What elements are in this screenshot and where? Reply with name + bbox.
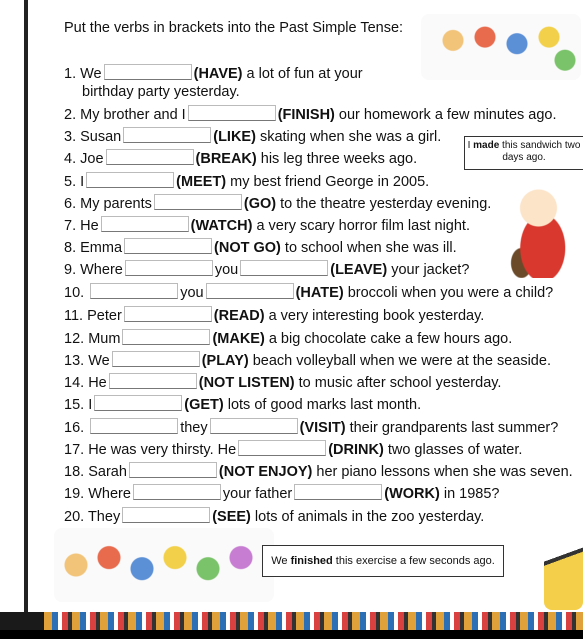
exercise-2	[64, 105, 557, 123]
text: My brother and I	[80, 107, 186, 123]
text: 1.	[64, 66, 77, 82]
text: lots of animals in the zoo yesterday.	[254, 509, 485, 525]
verb-prompt: (READ)	[213, 308, 265, 324]
text: 10.	[64, 285, 85, 301]
verb-prompt: (NOT ENJOY)	[218, 464, 313, 480]
text: 14.	[64, 375, 85, 391]
text: 9.	[64, 262, 77, 278]
text: two glasses of water.	[387, 442, 523, 458]
answer-blank[interactable]	[90, 283, 178, 299]
exercise-12	[64, 329, 512, 347]
answer-blank[interactable]	[109, 373, 197, 389]
verb-prompt: (LEAVE)	[330, 262, 388, 278]
text: He was very thirsty. He	[88, 442, 237, 458]
exercise-5	[64, 172, 429, 190]
answer-blank[interactable]	[112, 351, 200, 367]
verb-prompt: (MEET)	[176, 174, 227, 190]
answer-blank[interactable]	[123, 127, 211, 143]
text: their grandparents last summer?	[349, 420, 559, 436]
text: 16.	[64, 420, 85, 436]
text: 7.	[64, 218, 77, 234]
verb-prompt: (PLAY)	[201, 353, 249, 369]
text: I	[88, 397, 93, 413]
text: 20.	[64, 509, 85, 525]
text: Mum	[88, 331, 121, 347]
text: to music after school yesterday.	[298, 375, 502, 391]
text: 17.	[64, 442, 85, 458]
verb-prompt: (WORK)	[384, 486, 440, 502]
speech-bubble-sandwich: I made this sandwich two days ago.	[464, 136, 583, 170]
verb-prompt: (WATCH)	[190, 218, 253, 234]
text: 4.	[64, 151, 77, 167]
text: 5.	[64, 174, 77, 190]
answer-blank[interactable]	[106, 149, 194, 165]
text: your father	[222, 486, 293, 502]
text: a lot of fun at your	[246, 66, 363, 82]
answer-blank[interactable]	[294, 484, 382, 500]
text: He	[88, 375, 107, 391]
exercise-4	[64, 149, 417, 167]
verb-prompt: (VISIT)	[299, 420, 346, 436]
exercise-13	[64, 351, 551, 369]
exercise-7	[64, 216, 470, 234]
verb-prompt: (SEE)	[212, 509, 251, 525]
verb-prompt: (LIKE)	[213, 129, 256, 145]
text: 18.	[64, 464, 85, 480]
text: a very scary horror film last night.	[256, 218, 470, 234]
text: 6.	[64, 196, 77, 212]
text: 19.	[64, 486, 85, 502]
answer-blank[interactable]	[86, 172, 174, 188]
bottom-bar	[0, 630, 583, 639]
verb-prompt: (GO)	[243, 196, 277, 212]
text: lots of good marks last month.	[227, 397, 422, 413]
text: 15.	[64, 397, 85, 413]
left-margin	[0, 0, 44, 612]
text: to school when she was ill.	[284, 240, 457, 256]
text: in 1985?	[443, 486, 500, 502]
text: birthday party yesterday.	[82, 84, 240, 100]
answer-blank[interactable]	[206, 283, 294, 299]
exercise-17	[64, 440, 522, 458]
text: They	[87, 509, 121, 525]
verb-prompt: (DRINK)	[328, 442, 384, 458]
exercise-18	[64, 462, 573, 480]
verb-prompt: (GET)	[184, 397, 224, 413]
answer-blank[interactable]	[154, 194, 242, 210]
text: 13.	[64, 353, 85, 369]
text: Joe	[80, 151, 104, 167]
text: you	[180, 285, 204, 301]
text: Where	[88, 486, 131, 502]
text: her piano lessons when she was seven.	[316, 464, 573, 480]
decorative-border	[44, 612, 583, 630]
verb-prompt: (BREAK)	[195, 151, 257, 167]
exercise-6	[64, 194, 491, 212]
text: a big chocolate cake a few hours ago.	[268, 331, 513, 347]
answer-blank[interactable]	[124, 238, 212, 254]
text: his leg three weeks ago.	[260, 151, 418, 167]
text: Susan	[80, 129, 122, 145]
peanuts-crowd-image	[54, 528, 274, 602]
text: 8.	[64, 240, 77, 256]
text: our homework a few minutes ago.	[338, 107, 557, 123]
text: they	[180, 420, 208, 436]
text: skating when she was a girl.	[259, 129, 442, 145]
text: Peter	[87, 308, 122, 324]
text: Sarah	[88, 464, 127, 480]
text: beach volleyball when we were at the seaside.	[252, 353, 551, 369]
instruction: Put the verbs in brackets into the Past Simple Tense:	[64, 20, 404, 36]
verb-prompt: (MAKE)	[212, 331, 265, 347]
exercise-8	[64, 238, 457, 256]
answer-blank[interactable]	[133, 484, 221, 500]
text: Where	[80, 262, 123, 278]
text: We	[88, 353, 110, 369]
verb-prompt: (HAVE)	[193, 66, 243, 82]
text: a very interesting book yesterday.	[268, 308, 485, 324]
text: Emma	[80, 240, 123, 256]
text: My parents	[80, 196, 152, 212]
exercise-16	[64, 418, 558, 436]
exercise-10	[64, 283, 553, 301]
exercise-14	[64, 373, 501, 391]
exercise-9	[64, 260, 469, 278]
text: I	[80, 174, 85, 190]
exercise-11	[64, 306, 484, 324]
text: broccoli when you were a child?	[347, 285, 554, 301]
text: 2.	[64, 107, 77, 123]
text: 11.	[64, 308, 84, 324]
corner-character-image	[544, 520, 583, 610]
exercise-19	[64, 484, 500, 502]
answer-blank[interactable]	[188, 105, 276, 121]
answer-blank[interactable]	[129, 462, 217, 478]
text: you	[214, 262, 239, 278]
answer-blank[interactable]	[240, 260, 328, 276]
answer-blank[interactable]	[210, 418, 298, 434]
answer-blank[interactable]	[122, 507, 210, 523]
answer-blank[interactable]	[238, 440, 326, 456]
verb-prompt: (NOT GO)	[214, 240, 281, 256]
verb-prompt: (NOT LISTEN)	[198, 375, 295, 391]
verb-prompt: (FINISH)	[277, 107, 335, 123]
text: He	[80, 218, 99, 234]
answer-blank[interactable]	[125, 260, 213, 276]
text: We	[80, 66, 102, 82]
text: 3.	[64, 129, 77, 145]
answer-blank[interactable]	[122, 329, 210, 345]
answer-blank[interactable]	[90, 418, 178, 434]
answer-blank[interactable]	[94, 395, 182, 411]
exercise-1-continued	[82, 84, 240, 100]
worksheet	[44, 0, 583, 612]
text: your jacket?	[391, 262, 470, 278]
exercise-20	[64, 507, 484, 525]
text: my best friend George in 2005.	[230, 174, 430, 190]
answer-blank[interactable]	[104, 64, 192, 80]
linus-sandwich-image	[496, 178, 581, 278]
text: 12.	[64, 331, 85, 347]
verb-prompt: (HATE)	[295, 285, 344, 301]
peanuts-group-image	[421, 14, 581, 80]
speech-bubble-finished: We finished this exercise a few seconds ago.	[262, 545, 504, 577]
answer-blank[interactable]	[101, 216, 189, 232]
exercise-1	[64, 64, 363, 82]
exercise-3	[64, 127, 441, 145]
answer-blank[interactable]	[124, 306, 212, 322]
exercise-15	[64, 395, 421, 413]
text: to the theatre yesterday evening.	[280, 196, 492, 212]
